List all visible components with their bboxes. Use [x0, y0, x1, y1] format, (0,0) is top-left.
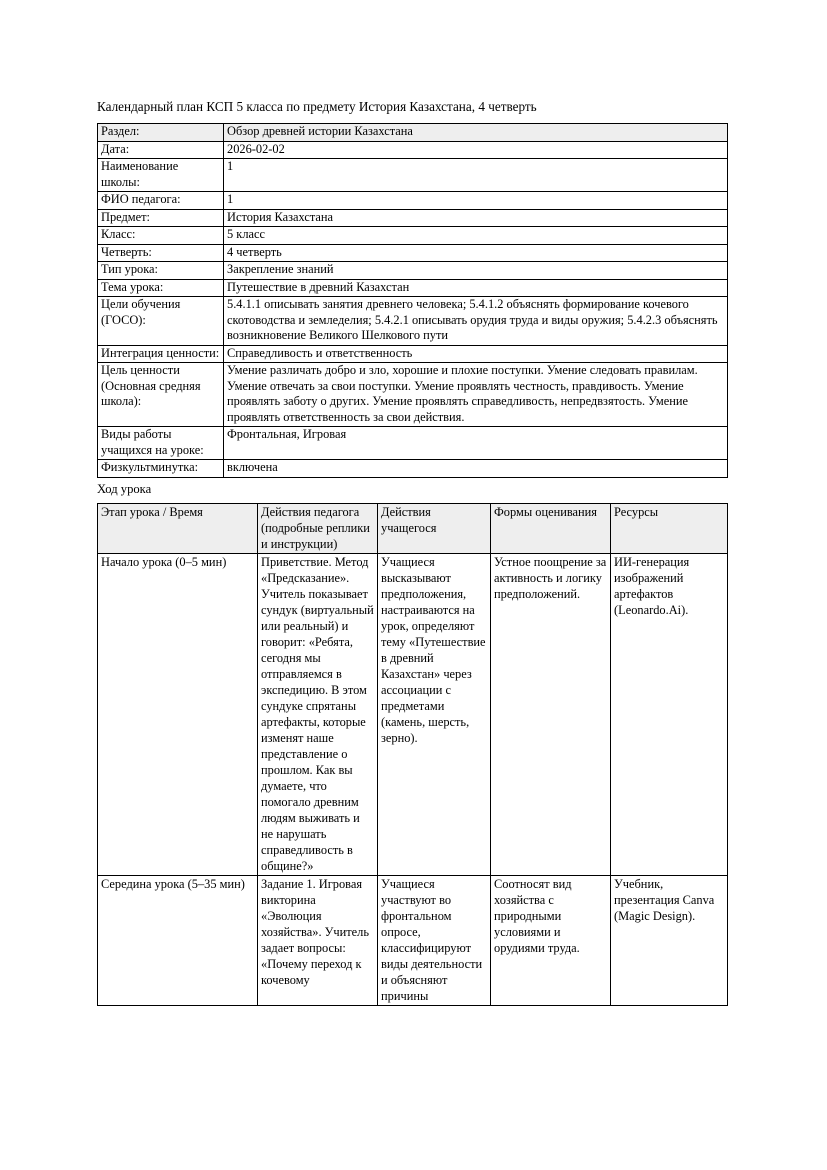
table-row [98, 279, 728, 297]
table-row [98, 209, 728, 227]
student-actions-cell: Учащиеся участвуют во фронтальном опросе, классифицируют виды деятельности и объясняют причины [378, 875, 491, 1005]
stage-cell: Начало урока (0–5 мин) [98, 553, 258, 875]
table-row [98, 124, 728, 142]
column-header-student-actions: Действия учащегося [378, 503, 491, 553]
section-heading: Ход урока [97, 481, 152, 496]
info-value: Умение различать добро и зло, хорошие и плохие поступки. Умение следовать правилам. Умение отвечать за свои поступки. Умение проявлять честность, правдивость. Умение проявлять заботу о других. Умение проявлять справедливость, непредвзятость. Умение проявлять ответственность за свои действия. [224, 363, 728, 427]
info-value: Справедливость и ответственность [224, 345, 728, 363]
table-row [98, 297, 728, 346]
info-label: Цель ценности (Основная средняя школа): [98, 363, 224, 427]
info-value: Обзор древней истории Казахстана [224, 124, 728, 142]
info-value: 4 четверть [224, 244, 728, 262]
column-header-teacher-actions: Действия педагога (подробные реплики и инструкции) [258, 503, 378, 553]
info-label: Цели обучения (ГОСО): [98, 297, 224, 346]
table-row [98, 227, 728, 245]
lesson-table [97, 503, 728, 1006]
table-row [98, 141, 728, 159]
stage-cell: Середина урока (5–35 мин) [98, 875, 258, 1005]
table-row [98, 262, 728, 280]
table-row [98, 345, 728, 363]
resources-cell: ИИ-генерация изображений артефактов (Leonardo.Ai). [611, 553, 728, 875]
info-label: Предмет: [98, 209, 224, 227]
info-value: 1 [224, 192, 728, 210]
column-header-stage: Этап урока / Время [98, 503, 258, 553]
info-value: Фронтальная, Игровая [224, 427, 728, 460]
document-content [97, 99, 727, 1006]
info-label: Дата: [98, 141, 224, 159]
table-row [98, 363, 728, 427]
info-value: 1 [224, 159, 728, 192]
info-label: ФИО педагога: [98, 192, 224, 210]
page-title: Календарный план КСП 5 класса по предмету История Казахстана, 4 четверть [97, 99, 537, 114]
assessment-cell: Устное поощрение за активность и логику предположений. [491, 553, 611, 875]
table-row [98, 192, 728, 210]
column-header-resources: Ресурсы [611, 503, 728, 553]
table-row [98, 244, 728, 262]
teacher-actions-cell: Задание 1. Игровая викторина «Эволюция хозяйства». Учитель задает вопросы: «Почему переход к кочевому [258, 875, 378, 1005]
table-row [98, 553, 728, 875]
student-actions-cell: Учащиеся высказывают предположения, настраиваются на урок, определяют тему «Путешествие в древний Казахстан» через ассоциации с предметами (камень, шерсть, зерно). [378, 553, 491, 875]
info-table [97, 123, 728, 478]
assessment-cell: Соотносят вид хозяйства с природными условиями и орудиями труда. [491, 875, 611, 1005]
info-value: Закрепление знаний [224, 262, 728, 280]
info-label: Физкультминутка: [98, 460, 224, 478]
info-label: Раздел: [98, 124, 224, 142]
table-row [98, 460, 728, 478]
info-label: Тип урока: [98, 262, 224, 280]
column-header-assessment: Формы оценивания [491, 503, 611, 553]
info-value: включена [224, 460, 728, 478]
info-value: 5.4.1.1 описывать занятия древнего человека; 5.4.1.2 объяснять формирование кочевого скотоводства и земледелия; 5.4.2.1 описывать орудия труда и виды оружия; 5.4.2.3 объяснять возникновение Великого Шелкового пути [224, 297, 728, 346]
resources-cell: Учебник, презентация Canva (Magic Design). [611, 875, 728, 1005]
info-label: Интеграция ценности: [98, 345, 224, 363]
teacher-actions-cell: Приветствие. Метод «Предсказание». Учитель показывает сундук (виртуальный или реальный) и говорит: «Ребята, сегодня мы отправляемся в экспедицию. В этом сундуке спрятаны артефакты, которые изменят наше представление о прошлом. Как вы думаете, что помогало древним людям выживать и не нарушать справедливость в общине?» [258, 553, 378, 875]
info-value: История Казахстана [224, 209, 728, 227]
table-row [98, 875, 728, 1005]
info-label: Тема урока: [98, 279, 224, 297]
info-label: Четверть: [98, 244, 224, 262]
table-header-row [98, 503, 728, 553]
info-value: 2026-02-02 [224, 141, 728, 159]
table-row [98, 427, 728, 460]
info-label: Наименование школы: [98, 159, 224, 192]
info-label: Виды работы учащихся на уроке: [98, 427, 224, 460]
info-value: 5 класс [224, 227, 728, 245]
table-row [98, 159, 728, 192]
info-label: Класс: [98, 227, 224, 245]
info-value: Путешествие в древний Казахстан [224, 279, 728, 297]
